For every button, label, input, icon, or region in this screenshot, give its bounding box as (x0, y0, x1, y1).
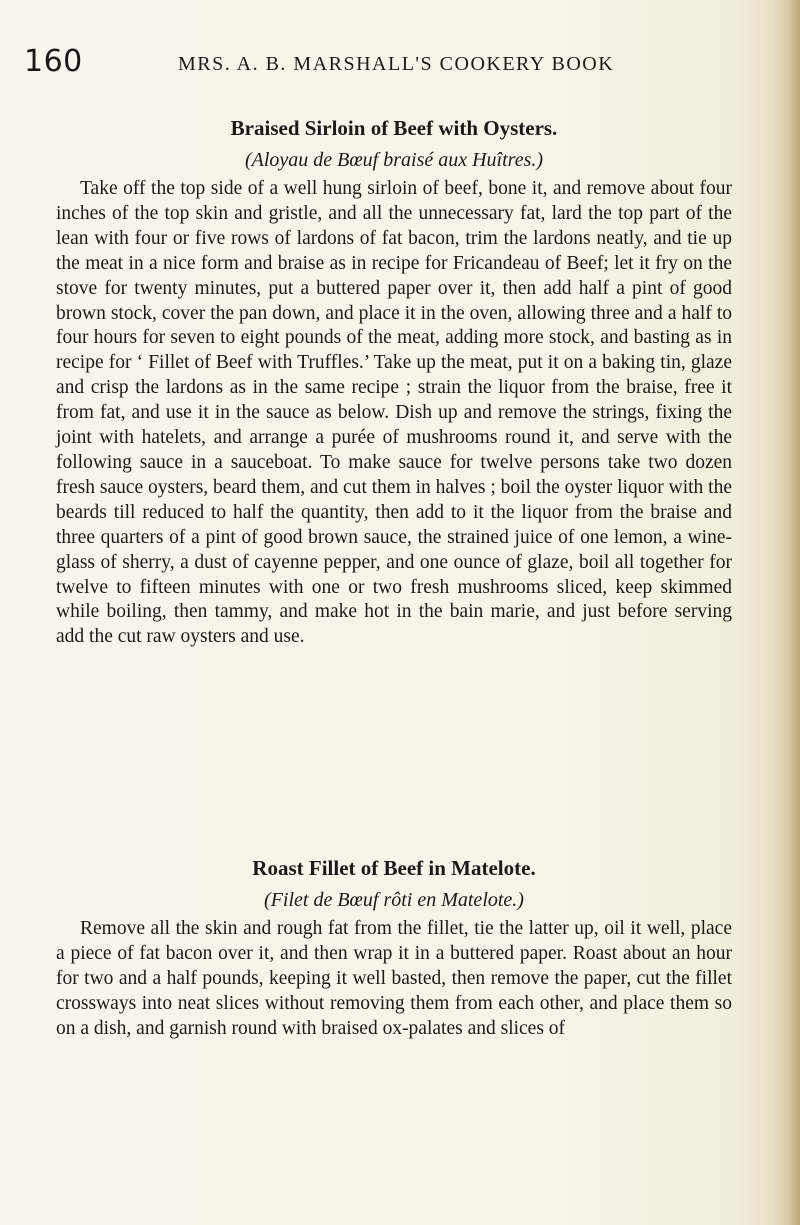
recipe-body: Take off the top side of a well hung sirloin of beef, bone it, and remove about four inches of the top skin and gristle, and all the unnecessary fat, lard the top part of the lean with four or five rows of lardons of fat bacon, trim the lardons neatly, and tie up the meat in a nice form and braise as in recipe for Fricandeau of Beef; let it fry on the stove for twenty minutes, put a buttered paper over it, then add half a pint of good brown stock, cover the pan down, and place it in the oven, allowing three and a half to four hours for seven to eight pounds of the meat, adding more stock, and basting as in recipe for ‘ Fillet of Beef with Truffles.’ Take up the meat, put it on a baking tin, glaze and crisp the lardons as in the same recipe ; strain the liquor from the braise, free it from fat, and use it in the sauce as below. Dish up and remove the strings, fixing the joint with hatelets, and arrange a purée of mushrooms round it, and serve with the following sauce in a sauceboat. To make sauce for twelve persons take two dozen fresh sauce oysters, beard them, and cut them in halves ; boil the oyster liquor with the beards till reduced to half the quantity, then add to it the liquor from the braise and three quarters of a pint of good brown sauce, the strained juice of one lemon, a wine-glass of sherry, a dust of cayenne pepper, and one ounce of glaze, boil all together for twelve to fifteen minutes with one or two fresh mushrooms sliced, keep skimmed while boiling, then tammy, and make hot in the bain marie, and just before serving add the cut raw oysters and use. (56, 178, 732, 648)
recipe-title: Braised Sirloin of Beef with Oysters. (230, 116, 558, 140)
recipe-subtitle: (Aloyau de Bœuf braisé aux Huîtres.) (244, 149, 544, 171)
page-header (24, 42, 744, 82)
recipe-braised-sirloin (56, 113, 732, 650)
recipe-subtitle: (Filet de Bœuf rôti en Matelote.) (264, 889, 524, 911)
recipe-body: Remove all the skin and rough fat from the fillet, tie the latter up, oil it well, place a piece of fat bacon over it, and then wrap it in a buttered paper. Roast about an hour for two and a half pounds, keeping it well basted, then remove the paper, cut the fillet crossways into neat slices without removing them from each other, and place them so on a dish, and garnish round with braised ox-palates and slices of (56, 918, 732, 1039)
recipe-title: Roast Fillet of Beef in Matelote. (252, 856, 536, 880)
recipe-roast-fillet (56, 853, 732, 1042)
running-title: MRS. A. B. MARSHALL'S COOKERY BOOK (178, 53, 615, 75)
page-edge-shadow (774, 0, 800, 1225)
page-number: 160 (24, 44, 83, 79)
